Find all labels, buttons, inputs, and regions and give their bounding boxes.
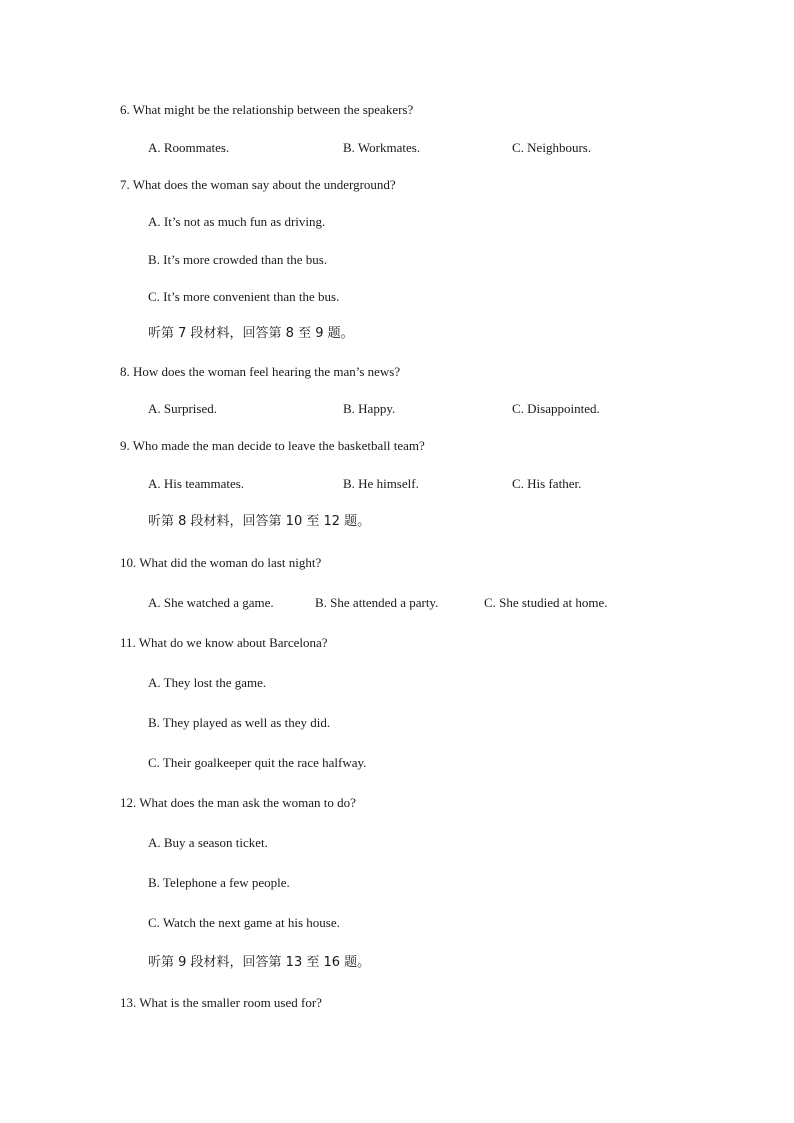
option-12b: B. Telephone a few people. [148,875,290,890]
option-6a: A. Roommates. [148,140,230,155]
option-10c: C. She studied at home. [484,595,608,610]
option-8c: C. Disappointed. [512,401,600,416]
question-13: 13. What is the smaller room used for? [120,995,322,1010]
option-11b: B. They played as well as they did. [148,715,331,730]
option-12c: C. Watch the next game at his house. [148,915,340,930]
option-10b: B. She attended a party. [315,595,439,610]
option-6c: C. Neighbours. [512,140,592,155]
option-11a: A. They lost the game. [148,675,267,690]
question-12: 12. What does the man ask the woman to do? [120,795,356,810]
question-8: 8. How does the woman feel hearing the man’s news? [120,364,401,379]
question-9: 9. Who made the man decide to leave the basketball team? [120,438,425,453]
option-8a: A. Surprised. [148,401,217,416]
question-11: 11. What do we know about Barcelona? [120,635,328,650]
option-7c: C. It’s more convenient than the bus. [148,289,340,304]
option-12a: A. Buy a season ticket. [148,835,268,850]
section-instruction-8: 听第 8 段材料，回答第 10 至 12 题。 [148,514,371,529]
option-11c: C. Their goalkeeper quit the race halfway. [148,755,367,770]
option-10a: A. She watched a game. [148,595,274,610]
question-10: 10. What did the woman do last night? [120,555,322,570]
option-9b: B. He himself. [343,476,419,491]
section-instruction-9: 听第 9 段材料，回答第 13 至 16 题。 [148,955,371,970]
section-instruction-7: 听第 7 段材料，回答第 8 至 9 题。 [148,326,354,341]
option-7a: A. It’s not as much fun as driving. [148,214,326,229]
option-9a: A. His teammates. [148,476,245,491]
option-6b: B. Workmates. [343,140,421,155]
question-6: 6. What might be the relationship between the speakers? [120,102,414,117]
question-7: 7. What does the woman say about the underground? [120,177,396,192]
option-8b: B. Happy. [343,401,396,416]
option-9c: C. His father. [512,476,582,491]
option-7b: B. It’s more crowded than the bus. [148,252,328,267]
